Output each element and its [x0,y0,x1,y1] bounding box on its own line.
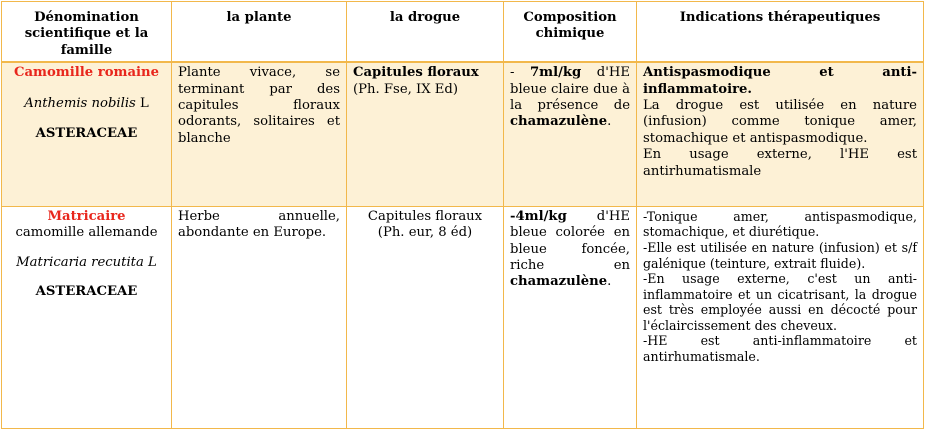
drug-cell [347,62,504,206]
family-name: ASTERACEAE [35,126,138,142]
composition-text: d'HE bleue claire due à la présence de [510,65,630,114]
plant-table [1,1,924,429]
denomination-cell [2,62,172,206]
alternative-name: camomille allemande [15,225,158,241]
indications-item: -En usage externe, c'est un anti-inflammatoire et un cicatrisant, la drogue est très employée aussi en décocté pour l'éclaircissement des cheveux. [643,271,917,333]
composition-quantity: 7ml/kg [529,65,582,81]
scientific-name: Matricaria recutita L [16,254,157,270]
indications-text: En usage externe, l'HE est antirhumatismale [643,147,917,179]
author-abbr: L [140,95,149,111]
scientific-name-line [8,96,165,112]
drug-reference: (Ph. Fse, IX Ed) [353,81,459,97]
drug-cell [347,206,504,428]
composition-compound: chamazulène [510,274,608,290]
scientific-name: Anthemis nobilis [24,95,136,111]
plant-cell: Herbe annuelle, abondante en Europe. [172,206,347,428]
denomination-cell [2,206,172,428]
header-composition: Composition chimique [504,2,637,63]
header-denomination: Dénomination scientifique et la famille [2,2,172,63]
indications-item: -HE est anti-inflammatoire et antirhumatismale. [643,333,917,365]
indications-item: -Tonique amer, antispasmodique, stomachique, et diurétique. [643,208,917,240]
drug-reference: (Ph. eur, 8 éd) [377,225,473,241]
table-row [2,206,924,428]
indications-text: La drogue est utilisée en nature (infusion) comme tonique amer, stomachique et antispasmodique. [643,98,917,146]
table-header-row [2,2,924,63]
composition-quantity: -4ml/kg [510,208,567,224]
composition-suffix: . [607,114,612,130]
composition-suffix: . [607,274,612,290]
family-name: ASTERACEAE [35,283,138,299]
indications-cell [637,206,924,428]
header-plante: la plante [172,2,347,63]
composition-cell [504,206,637,428]
common-name: Camomille romaine [14,65,159,81]
header-drogue: la drogue [347,2,504,63]
composition-cell [504,62,637,206]
indications-item: -Elle est utilisée en nature (infusion) et s/f galénique (teinture, extrait fluide). [643,239,917,271]
drug-name: Capitules floraux [367,208,483,224]
drug-name: Capitules floraux [353,65,479,81]
composition-compound: chamazulène [510,114,608,130]
composition-prefix: - [510,65,530,81]
plant-cell: Plante vivace, se terminant par des capitules floraux odorants, solitaires et blanche [172,62,347,206]
common-name: Matricaire [47,208,126,224]
table-row [2,62,924,206]
indications-cell [637,62,924,206]
composition-text: d'HE bleue colorée en bleue foncée, riche en [510,208,630,273]
indications-title: Antispasmodique et anti-inflammatoire. [643,65,917,97]
header-indications: Indications thérapeutiques [637,2,924,63]
